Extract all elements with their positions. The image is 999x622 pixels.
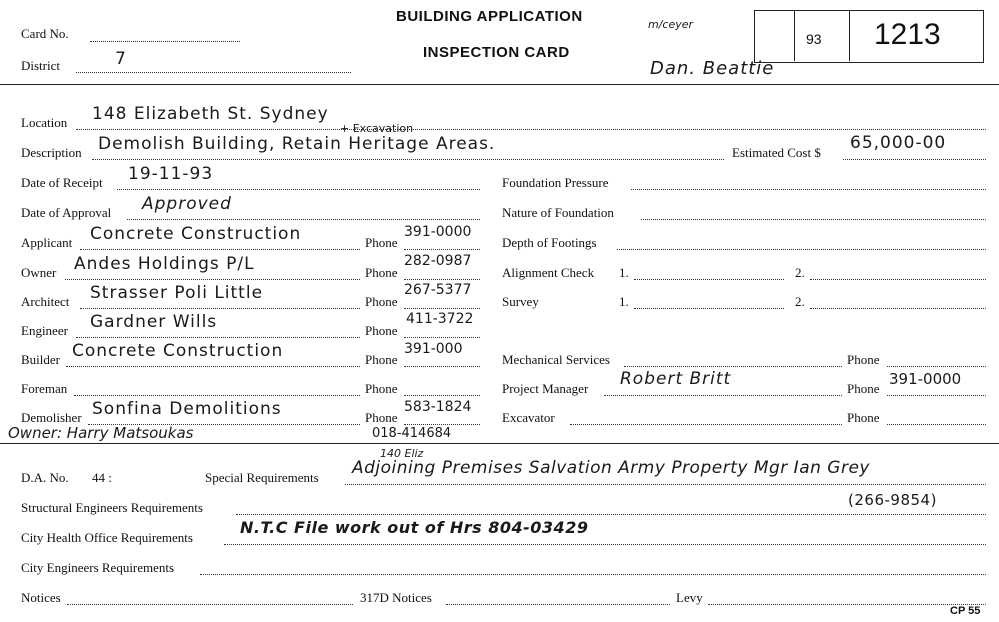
city-eng-line [200, 574, 986, 575]
applicant-line [80, 249, 360, 250]
alignment-label: Alignment Check [502, 265, 595, 280]
engineer-line [76, 337, 360, 338]
excavator-phone-label: Phone [847, 410, 880, 425]
location-value: 148 Elizabeth St. Sydney [92, 104, 329, 124]
engineer-phone-line [404, 337, 480, 338]
survey-1: 1. [619, 294, 629, 309]
engineer-phone: 411-3722 [406, 311, 474, 327]
mechanical-label: Mechanical Services [502, 352, 610, 367]
nature-foundation-label: Nature of Foundation [502, 205, 614, 220]
architect-phone-label: Phone [365, 294, 398, 309]
project-manager-label: Project Manager [502, 381, 589, 396]
architect-label: Architect [21, 294, 70, 309]
cost-value: 65,000-00 [850, 133, 947, 153]
approval-label: Date of Approval [21, 205, 112, 220]
survey-2: 2. [795, 294, 805, 309]
excavator-phone-line [887, 424, 986, 425]
alignment-1: 1. [619, 265, 629, 280]
notices317-line [446, 604, 670, 605]
project-manager-value: Robert Britt [620, 369, 732, 389]
special-insert: 140 Eliz [380, 447, 424, 460]
owner-label: Owner [21, 265, 57, 280]
project-manager-line [604, 395, 842, 396]
da-value: 44 : [92, 470, 112, 485]
survey-1-line [634, 308, 784, 309]
health-value: N.T.C File work out of Hrs 804-03429 [240, 518, 589, 537]
excavator-label: Excavator [502, 410, 555, 425]
project-manager-phone-label: Phone [847, 381, 880, 396]
demolisher-phone: 583-1824 [404, 399, 472, 415]
owner-line [65, 279, 360, 280]
depth-footings-label: Depth of Footings [502, 235, 597, 250]
depth-footings-line [617, 249, 986, 250]
alignment-2-line [810, 279, 986, 280]
foreman-phone-line [404, 395, 480, 396]
district-label: District [21, 58, 60, 73]
city-eng-label: City Engineers Requirements [21, 560, 175, 575]
architect-value: Strasser Poli Little [90, 283, 264, 303]
card-year: 93 [806, 31, 822, 47]
location-line [76, 129, 986, 130]
district-value: 7 [115, 49, 127, 69]
structural-label: Structural Engineers Requirements [21, 500, 203, 515]
architect-phone-line [404, 308, 480, 309]
middle-rule [0, 443, 999, 444]
special-label: Special Requirements [205, 470, 319, 485]
notices-label: Notices [21, 590, 61, 605]
cost-label: Estimated Cost $ [732, 145, 821, 160]
structural-line [236, 514, 986, 515]
architect-phone: 267-5377 [404, 282, 472, 298]
project-manager-phone: 391-0000 [889, 370, 962, 388]
box-divider-2 [849, 10, 850, 61]
excavator-line [570, 424, 842, 425]
builder-phone-line [404, 366, 480, 367]
engineer-value: Gardner Wills [90, 312, 218, 332]
owner-phone: 282-0987 [404, 253, 472, 269]
demolisher-phone-label: Phone [365, 410, 398, 425]
location-label: Location [21, 115, 68, 130]
applicant-label: Applicant [21, 235, 73, 250]
builder-phone: 391-000 [404, 341, 463, 357]
header-rule [0, 84, 999, 85]
card-no-line [90, 41, 240, 42]
applicant-value: Concrete Construction [90, 224, 302, 244]
mechanical-line [624, 366, 842, 367]
extra-owner: Owner: Harry Matsoukas [8, 424, 194, 442]
mechanical-phone-line [887, 366, 986, 367]
note-name: Dan. Beattie [650, 58, 775, 79]
alignment-1-line [634, 279, 784, 280]
owner-phone-label: Phone [365, 265, 398, 280]
box-divider-1 [794, 10, 795, 61]
alignment-2: 2. [795, 265, 805, 280]
notices-line [67, 604, 353, 605]
extra-owner-phone: 018-414684 [372, 426, 452, 441]
builder-line [66, 366, 360, 367]
foundation-pressure-label: Foundation Pressure [502, 175, 609, 190]
description-insert: + Excavation [340, 122, 414, 135]
builder-label: Builder [21, 352, 60, 367]
form-code: CP 55 [950, 605, 981, 617]
foreman-label: Foreman [21, 381, 68, 396]
title-line1: BUILDING APPLICATION [396, 8, 583, 25]
receipt-label: Date of Receipt [21, 175, 103, 190]
receipt-line [117, 189, 480, 190]
nature-foundation-line [641, 219, 986, 220]
survey-label: Survey [502, 294, 539, 309]
mechanical-phone-label: Phone [847, 352, 880, 367]
applicant-phone-label: Phone [365, 235, 398, 250]
cost-line [843, 159, 986, 160]
applicant-phone: 391-0000 [404, 224, 472, 240]
title-line2: INSPECTION CARD [423, 44, 570, 61]
foreman-phone-label: Phone [365, 381, 398, 396]
approval-value: Approved [142, 194, 232, 214]
special-value: Adjoining Premises Salvation Army Property Mgr Ian Grey [352, 458, 870, 478]
foreman-line [74, 395, 360, 396]
demolisher-label: Demolisher [21, 410, 82, 425]
engineer-label: Engineer [21, 323, 68, 338]
description-label: Description [21, 145, 82, 160]
description-value: Demolish Building, Retain Heritage Areas. [98, 134, 496, 154]
engineer-phone-label: Phone [365, 323, 398, 338]
health-line [224, 544, 986, 545]
health-label: City Health Office Requirements [21, 530, 193, 545]
approval-line [127, 219, 480, 220]
notices317-label: 317D Notices [360, 590, 432, 605]
levy-line [708, 604, 986, 605]
card-number: 1213 [874, 18, 941, 51]
demolisher-phone-line [404, 424, 480, 425]
demolisher-value: Sonfina Demolitions [92, 399, 282, 419]
owner-value: Andes Holdings P/L [74, 254, 255, 274]
special-phone: (266-9854) [848, 491, 937, 509]
district-line [76, 72, 351, 73]
da-label: D.A. No. [21, 470, 69, 485]
receipt-value: 19-11-93 [128, 164, 214, 184]
builder-value: Concrete Construction [72, 341, 284, 361]
survey-2-line [810, 308, 986, 309]
description-line [92, 159, 724, 160]
owner-phone-line [404, 279, 480, 280]
project-manager-phone-line [887, 395, 986, 396]
card-number-box [754, 10, 984, 63]
special-line [345, 484, 986, 485]
note-top: m/ceyer [648, 18, 694, 31]
card-no-label: Card No. [21, 26, 69, 41]
levy-label: Levy [676, 590, 703, 605]
builder-phone-label: Phone [365, 352, 398, 367]
architect-line [80, 308, 360, 309]
foundation-pressure-line [631, 189, 986, 190]
applicant-phone-line [404, 249, 480, 250]
